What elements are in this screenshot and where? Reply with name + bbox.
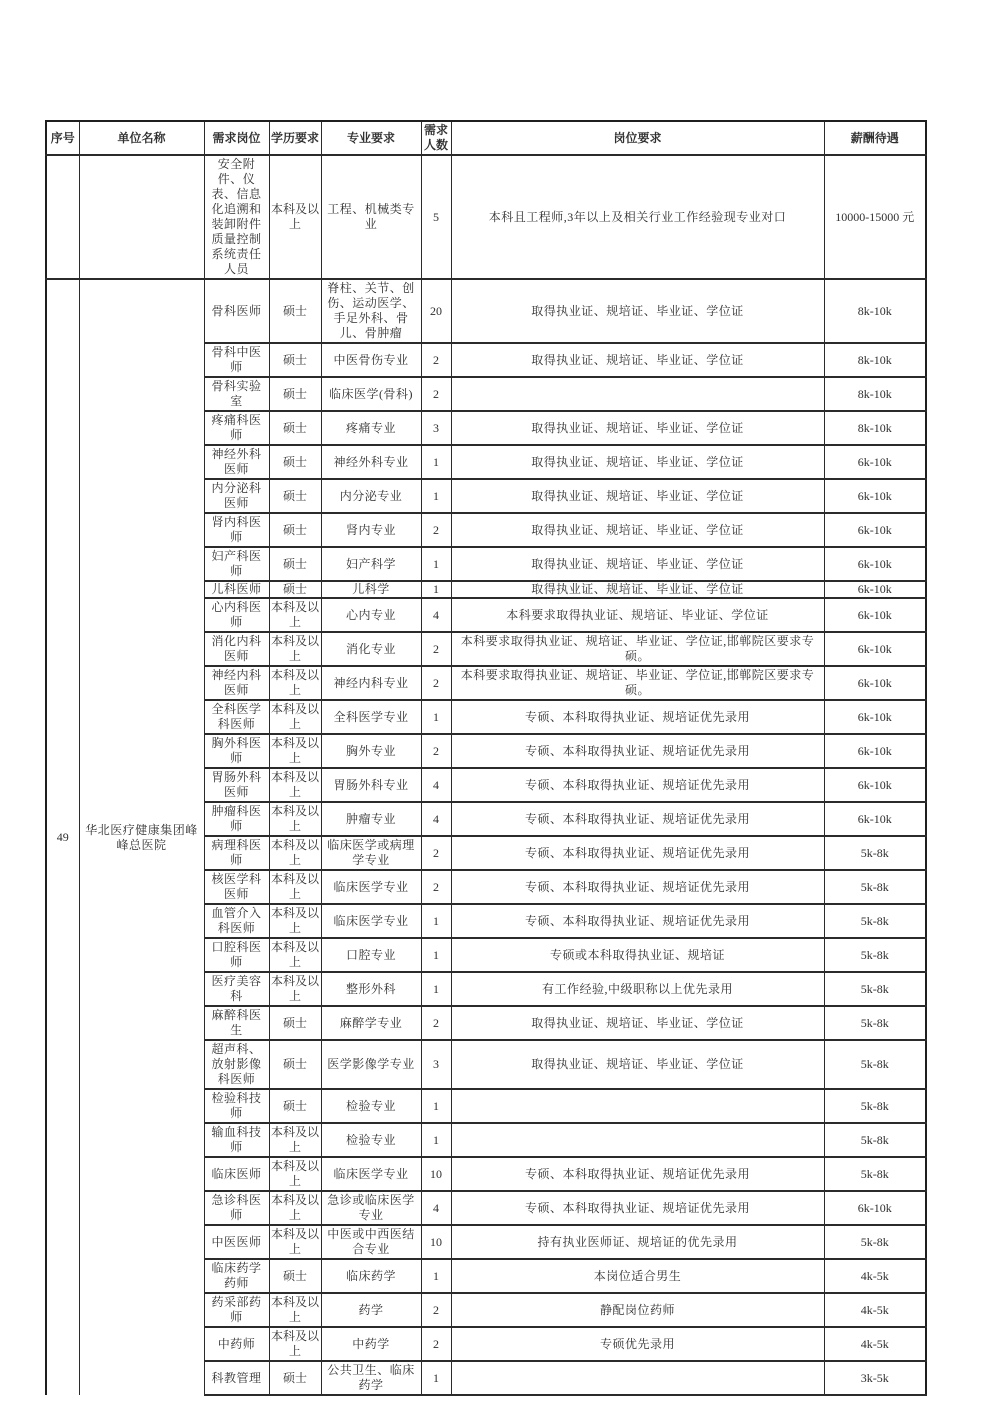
cell-requirements: 取得执业证、规培证、毕业证、学位证 [451, 581, 824, 598]
cell-count: 1 [421, 547, 451, 581]
cell-major: 妇产科学 [321, 547, 421, 581]
cell-major: 检验专业 [321, 1123, 421, 1157]
header-unit: 单位名称 [79, 121, 204, 155]
cell-count: 2 [421, 870, 451, 904]
cell-requirements: 专硕、本科取得执业证、规培证优先录用 [451, 870, 824, 904]
cell-major: 口腔专业 [321, 938, 421, 972]
cell-major: 临床药学 [321, 1259, 421, 1293]
cell-salary: 10000-15000 元 [824, 155, 926, 279]
cell-position: 口腔科医师 [204, 938, 269, 972]
cell-seq: 49 [46, 279, 79, 1395]
cell-requirements: 本科要求取得执业证、规培证、毕业证、学位证,邯郸院区要求专硕。 [451, 666, 824, 700]
cell-salary: 6k-10k [824, 666, 926, 700]
cell-major: 临床医学专业 [321, 870, 421, 904]
cell-education: 本科及以上 [269, 904, 321, 938]
header-seq: 序号 [46, 121, 79, 155]
cell-count: 3 [421, 1040, 451, 1089]
cell-position: 医疗美容科 [204, 972, 269, 1006]
cell-salary: 5k-8k [824, 1157, 926, 1191]
cell-count: 2 [421, 377, 451, 411]
cell-count: 4 [421, 598, 451, 632]
cell-salary: 6k-10k [824, 513, 926, 547]
cell-requirements: 取得执业证、规培证、毕业证、学位证 [451, 479, 824, 513]
cell-salary: 5k-8k [824, 904, 926, 938]
cell-major: 胸外专业 [321, 734, 421, 768]
cell-position: 骨科医师 [204, 279, 269, 343]
cell-education: 硕士 [269, 343, 321, 377]
cell-education: 硕士 [269, 1361, 321, 1395]
cell-major: 内分泌专业 [321, 479, 421, 513]
cell-salary: 5k-8k [824, 938, 926, 972]
cell-salary: 4k-5k [824, 1327, 926, 1361]
header-row [46, 121, 926, 155]
cell-count: 5 [421, 155, 451, 279]
table-row-continuation [46, 155, 926, 279]
cell-count: 2 [421, 734, 451, 768]
cell-position: 胃肠外科医师 [204, 768, 269, 802]
cell-position: 中医医师 [204, 1225, 269, 1259]
cell-requirements: 取得执业证、规培证、毕业证、学位证 [451, 343, 824, 377]
cell-major: 临床医学专业 [321, 1157, 421, 1191]
cell-count: 2 [421, 1006, 451, 1040]
cell-education: 硕士 [269, 1006, 321, 1040]
cell-education: 本科及以上 [269, 870, 321, 904]
cell-position: 妇产科医师 [204, 547, 269, 581]
cell-requirements: 专硕、本科取得执业证、规培证优先录用 [451, 836, 824, 870]
cell-salary: 5k-8k [824, 1006, 926, 1040]
cell-requirements: 取得执业证、规培证、毕业证、学位证 [451, 279, 824, 343]
cell-education: 硕士 [269, 445, 321, 479]
cell-major: 中医或中西医结合专业 [321, 1225, 421, 1259]
cell-education: 硕士 [269, 547, 321, 581]
table-header [46, 121, 926, 155]
cell-position: 神经内科医师 [204, 666, 269, 700]
cell-requirements: 有工作经验,中级职称以上优先录用 [451, 972, 824, 1006]
table-row [46, 279, 926, 343]
cell-position: 科教管理 [204, 1361, 269, 1395]
cell-salary: 6k-10k [824, 734, 926, 768]
cell-position: 检验科技师 [204, 1089, 269, 1123]
cell-requirements: 专硕、本科取得执业证、规培证优先录用 [451, 734, 824, 768]
cell-major: 整形外科 [321, 972, 421, 1006]
cell-requirements: 专硕、本科取得执业证、规培证优先录用 [451, 768, 824, 802]
cell-major: 药学 [321, 1293, 421, 1327]
cell-position: 超声科、放射影像科医师 [204, 1040, 269, 1089]
cell-salary: 8k-10k [824, 377, 926, 411]
cell-count: 4 [421, 768, 451, 802]
cell-salary: 5k-8k [824, 870, 926, 904]
cell-major: 医学影像学专业 [321, 1040, 421, 1089]
cell-position: 儿科医师 [204, 581, 269, 598]
cell-position: 骨科中医师 [204, 343, 269, 377]
cell-major: 临床医学或病理学专业 [321, 836, 421, 870]
cell-education: 本科及以上 [269, 700, 321, 734]
cell-education: 本科及以上 [269, 938, 321, 972]
cell-major: 中医骨伤专业 [321, 343, 421, 377]
cell-position: 全科医学科医师 [204, 700, 269, 734]
header-education: 学历要求 [269, 121, 321, 155]
cell-education: 硕士 [269, 1259, 321, 1293]
cell-requirements [451, 1123, 824, 1157]
cell-major: 肿瘤专业 [321, 802, 421, 836]
cell-major: 全科医学专业 [321, 700, 421, 734]
cell-count: 1 [421, 581, 451, 598]
cell-position: 肾内科医师 [204, 513, 269, 547]
cell-major: 麻醉学专业 [321, 1006, 421, 1040]
cell-major: 临床医学专业 [321, 904, 421, 938]
cell-requirements: 专硕、本科取得执业证、规培证优先录用 [451, 1157, 824, 1191]
cell-major: 中药学 [321, 1327, 421, 1361]
cell-requirements: 取得执业证、规培证、毕业证、学位证 [451, 547, 824, 581]
cell-unit: 华北医疗健康集团峰峰总医院 [79, 279, 204, 1395]
cell-salary: 6k-10k [824, 768, 926, 802]
cell-requirements: 专硕、本科取得执业证、规培证优先录用 [451, 700, 824, 734]
cell-major: 心内专业 [321, 598, 421, 632]
cell-education: 本科及以上 [269, 802, 321, 836]
cell-requirements [451, 377, 824, 411]
cell-salary: 3k-5k [824, 1361, 926, 1395]
cell-major: 神经外科专业 [321, 445, 421, 479]
cell-count: 1 [421, 700, 451, 734]
cell-count: 2 [421, 666, 451, 700]
cell-count: 2 [421, 836, 451, 870]
header-salary: 薪酬待遇 [824, 121, 926, 155]
cell-salary: 8k-10k [824, 279, 926, 343]
cell-major: 疼痛专业 [321, 411, 421, 445]
cell-education: 本科及以上 [269, 836, 321, 870]
cell-education: 本科及以上 [269, 1191, 321, 1225]
cell-unit-empty [79, 155, 204, 279]
cell-major: 急诊或临床医学专业 [321, 1191, 421, 1225]
cell-salary: 6k-10k [824, 479, 926, 513]
cell-education: 本科及以上 [269, 972, 321, 1006]
cell-major: 工程、机械类专业 [321, 155, 421, 279]
cell-position: 骨科实验室 [204, 377, 269, 411]
cell-education: 本科及以上 [269, 598, 321, 632]
cell-position: 临床医师 [204, 1157, 269, 1191]
cell-education: 本科及以上 [269, 768, 321, 802]
document-sheet [45, 120, 927, 1396]
cell-requirements: 静配岗位药师 [451, 1293, 824, 1327]
cell-education: 本科及以上 [269, 1327, 321, 1361]
header-major: 专业要求 [321, 121, 421, 155]
cell-education: 硕士 [269, 1089, 321, 1123]
cell-position: 临床药学药师 [204, 1259, 269, 1293]
cell-count: 4 [421, 802, 451, 836]
cell-education: 硕士 [269, 411, 321, 445]
cell-major: 临床医学(骨科) [321, 377, 421, 411]
cell-requirements [451, 1089, 824, 1123]
cell-position: 核医学科医师 [204, 870, 269, 904]
cell-count: 1 [421, 938, 451, 972]
header-requirements: 岗位要求 [451, 121, 824, 155]
cell-position: 心内科医师 [204, 598, 269, 632]
cell-requirements [451, 1361, 824, 1395]
cell-major: 公共卫生、临床药学 [321, 1361, 421, 1395]
cell-salary: 5k-8k [824, 836, 926, 870]
cell-salary: 5k-8k [824, 1089, 926, 1123]
cell-requirements: 取得执业证、规培证、毕业证、学位证 [451, 445, 824, 479]
cell-count: 1 [421, 479, 451, 513]
cell-salary: 6k-10k [824, 632, 926, 666]
cell-count: 1 [421, 445, 451, 479]
cell-count: 10 [421, 1157, 451, 1191]
cell-count: 2 [421, 632, 451, 666]
header-position: 需求岗位 [204, 121, 269, 155]
cell-position: 疼痛科医师 [204, 411, 269, 445]
cell-count: 3 [421, 411, 451, 445]
cell-requirements: 专硕、本科取得执业证、规培证优先录用 [451, 802, 824, 836]
cell-salary: 6k-10k [824, 547, 926, 581]
cell-education: 硕士 [269, 377, 321, 411]
cell-position: 肿瘤科医师 [204, 802, 269, 836]
recruitment-table [45, 120, 927, 1396]
cell-requirements: 专硕、本科取得执业证、规培证优先录用 [451, 904, 824, 938]
cell-education: 硕士 [269, 479, 321, 513]
cell-major: 消化专业 [321, 632, 421, 666]
cell-position: 麻醉科医生 [204, 1006, 269, 1040]
cell-major: 检验专业 [321, 1089, 421, 1123]
cell-requirements: 本科要求取得执业证、规培证、毕业证、学位证 [451, 598, 824, 632]
cell-salary: 8k-10k [824, 411, 926, 445]
cell-education: 本科及以上 [269, 155, 321, 279]
cell-position: 中药师 [204, 1327, 269, 1361]
cell-education: 硕士 [269, 513, 321, 547]
cell-position: 安全附件、仪表、信息化追溯和装卸附件质量控制系统责任人员 [204, 155, 269, 279]
cell-count: 2 [421, 343, 451, 377]
cell-count: 1 [421, 904, 451, 938]
cell-count: 1 [421, 1089, 451, 1123]
cell-position: 病理科医师 [204, 836, 269, 870]
cell-education: 本科及以上 [269, 1157, 321, 1191]
cell-salary: 6k-10k [824, 445, 926, 479]
cell-requirements: 取得执业证、规培证、毕业证、学位证 [451, 1040, 824, 1089]
cell-salary: 6k-10k [824, 700, 926, 734]
cell-count: 4 [421, 1191, 451, 1225]
cell-seq-empty [46, 155, 79, 279]
cell-position: 胸外科医师 [204, 734, 269, 768]
cell-requirements: 专硕优先录用 [451, 1327, 824, 1361]
cell-education: 本科及以上 [269, 734, 321, 768]
cell-major: 胃肠外科专业 [321, 768, 421, 802]
cell-salary: 5k-8k [824, 1123, 926, 1157]
cell-salary: 6k-10k [824, 581, 926, 598]
cell-salary: 8k-10k [824, 343, 926, 377]
cell-education: 硕士 [269, 581, 321, 598]
cell-education: 硕士 [269, 279, 321, 343]
cell-position: 血管介入科医师 [204, 904, 269, 938]
cell-salary: 5k-8k [824, 1225, 926, 1259]
cell-requirements: 专硕或本科取得执业证、规培证 [451, 938, 824, 972]
cell-major: 脊柱、关节、创伤、运动医学、手足外科、骨儿、骨肿瘤 [321, 279, 421, 343]
cell-education: 本科及以上 [269, 1123, 321, 1157]
cell-count: 2 [421, 513, 451, 547]
cell-position: 内分泌科医师 [204, 479, 269, 513]
cell-count: 1 [421, 1123, 451, 1157]
cell-salary: 6k-10k [824, 1191, 926, 1225]
cell-position: 消化内科医师 [204, 632, 269, 666]
cell-salary: 6k-10k [824, 802, 926, 836]
cell-count: 2 [421, 1327, 451, 1361]
cell-requirements: 取得执业证、规培证、毕业证、学位证 [451, 513, 824, 547]
cell-position: 输血科技师 [204, 1123, 269, 1157]
cell-requirements: 取得执业证、规培证、毕业证、学位证 [451, 411, 824, 445]
cell-major: 儿科学 [321, 581, 421, 598]
cell-education: 本科及以上 [269, 632, 321, 666]
cell-count: 1 [421, 1361, 451, 1395]
cell-salary: 6k-10k [824, 598, 926, 632]
cell-major: 肾内专业 [321, 513, 421, 547]
cell-salary: 4k-5k [824, 1259, 926, 1293]
cell-requirements: 本科要求取得执业证、规培证、毕业证、学位证,邯郸院区要求专硕。 [451, 632, 824, 666]
table-body [46, 155, 926, 1395]
cell-education: 硕士 [269, 1040, 321, 1089]
cell-major: 神经内科专业 [321, 666, 421, 700]
header-count: 需求人数 [421, 121, 451, 155]
cell-count: 2 [421, 1293, 451, 1327]
cell-position: 急诊科医师 [204, 1191, 269, 1225]
cell-position: 神经外科医师 [204, 445, 269, 479]
cell-count: 10 [421, 1225, 451, 1259]
cell-requirements: 持有执业医师证、规培证的优先录用 [451, 1225, 824, 1259]
cell-count: 1 [421, 972, 451, 1006]
cell-requirements: 取得执业证、规培证、毕业证、学位证 [451, 1006, 824, 1040]
cell-salary: 5k-8k [824, 1040, 926, 1089]
cell-count: 20 [421, 279, 451, 343]
cell-education: 本科及以上 [269, 1293, 321, 1327]
cell-education: 本科及以上 [269, 666, 321, 700]
cell-requirements: 专硕、本科取得执业证、规培证优先录用 [451, 1191, 824, 1225]
cell-education: 本科及以上 [269, 1225, 321, 1259]
cell-salary: 5k-8k [824, 972, 926, 1006]
cell-salary: 4k-5k [824, 1293, 926, 1327]
cell-count: 1 [421, 1259, 451, 1293]
cell-requirements: 本科且工程师,3年以上及相关行业工作经验现专业对口 [451, 155, 824, 279]
cell-position: 药采部药师 [204, 1293, 269, 1327]
cell-requirements: 本岗位适合男生 [451, 1259, 824, 1293]
